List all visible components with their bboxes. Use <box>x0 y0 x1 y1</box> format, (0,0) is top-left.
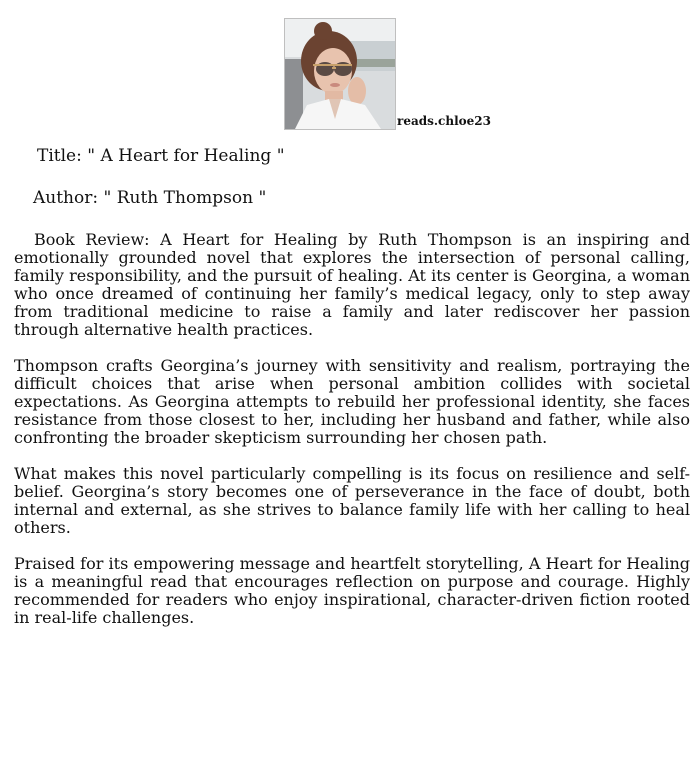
review-body <box>14 231 690 645</box>
profile-handle: reads.chloe23 <box>397 114 491 128</box>
review-paragraph: Praised for its empowering message and heartfelt storytelling, A Heart for Healing is a meaningful read that encourages reflection on purpose and courage. Highly recommended for readers who enjoy inspirational, character-driven fiction rooted in real-life challenges. <box>14 554 690 627</box>
book-author: Author: " Ruth Thompson " <box>33 188 267 208</box>
review-paragraph: What makes this novel particularly compelling is its focus on resilience and self-belief. Georgina’s story becomes one of perseverance in the face of doubt, both internal and external, as she strives to balance family life with her calling to heal others. <box>14 464 690 537</box>
review-paragraph: Book Review: A Heart for Healing by Ruth Thompson is an inspiring and emotionally grounded novel that explores the intersection of personal calling, family responsibility, and the pursuit of healing. At its center is Georgina, a woman who once dreamed of continuing her family’s medical legacy, only to step away from traditional medicine to raise a family and later rediscover her passion through alternative health practices. <box>14 230 690 339</box>
profile-photo-icon <box>285 19 395 129</box>
book-title: Title: " A Heart for Healing " <box>37 146 285 166</box>
profile-header <box>284 18 504 130</box>
avatar <box>284 18 396 130</box>
review-paragraph: Thompson crafts Georgina’s journey with sensitivity and realism, portraying the difficult choices that arise when personal ambition collides with societal expectations. As Georgina attempts to rebuild her professional identity, she faces resistance from those closest to her, including her husband and father, while also confronting the broader skepticism surrounding her chosen path. <box>14 356 690 447</box>
